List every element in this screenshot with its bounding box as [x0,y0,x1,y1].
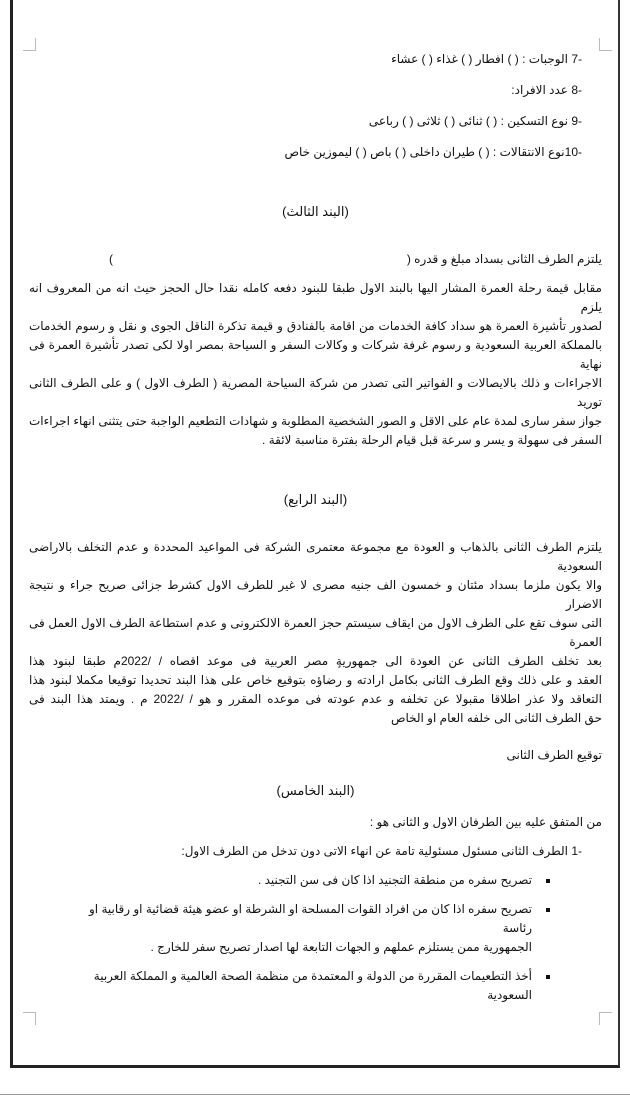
bullet-item: تصريح سفره من منطقة التجنيد اذا كان فى سن التجنيد . [257,873,532,887]
margin-corner-mark [23,38,36,51]
section4-line: يلتزم الطرف الثانى بالذهاب و العودة مع مجموعة معتمرى الشركة فى المواعيد المحددة و عدم التخلف بالاراضى السعودية [29,540,602,573]
margin-corner-mark [599,38,612,51]
section5-intro: من المتفق عليه بين الطرفان الاول و الثانى هو : [369,815,602,829]
amount-close: ) [109,252,113,266]
section3-line: جواز سفر سارى لمدة عام على الاقل و الصور الشخصية المطلوبة و شهادات التطعيم الواجبة حتى يتثنى انهاء اجراءات [29,414,602,428]
section4-line: والا يكون ملزما بسداد مئتان و خمسون الف جنيه مصرى لا غير للطرف الاول كشرط جزائى صريح جراء و نتيجة الاضرار [29,578,602,611]
item-accommodation: -9 نوع التسكين : ( ) ثنائى ( ) ثلاثى ( ) رباعى [368,114,582,128]
section4-line: بعد تخلف الطرف الثانى عن العودة الى جمهوري̧ة مصر العربية فى موعد اقصاه / /2022م طبقا لبنود هذا [29,654,602,668]
bullet-marker [546,975,550,979]
bullet-item-cont: الجمهورية ممن يستلزم عملهم و الجهات التابعة لها اصدار تصريح سفر للخارج . [150,940,532,954]
section3-line: الاجراءات و ذلك بالايصالات و الفواتير التى تصدر من شركة السياحة المصرية ( الطرف الاول ) و على الطرف الثانى توريد [29,376,602,409]
section3-line: مقابل قيمة رحلة العمرة المشار اليها بالبند الاول طبقا للبنود دفعه كامله نقدا حال الحجز حيث انه من المعروف انه يلزم [29,281,602,314]
item-persons: -8 عدد الافراد: [511,83,582,97]
bullet-item: أخذ التطعيمات المقررة من الدولة و المعتمدة من منظمة الصحة العالمية و المملكة العربية السعودية [93,969,532,1002]
item-meals: -7 الوجبات : ( ) افطار ( ) غذاء ( ) عشاء [391,52,582,66]
bullet-marker [546,908,550,912]
section4-heading: (البند الرابع) [283,492,348,507]
section5-item1: -1 الطرف الثانى مسئول مسئولية تامة عن انهاء الاتى دون تدخل من الطرف الاول: [181,844,582,858]
margin-corner-mark [599,1012,612,1025]
document-page [10,0,620,1068]
bullet-item: تصريح سفره اذا كان من افراد القوات المسلحة او الشرطة او عضو هيئة قضائية او رقابية او رئاسة [89,902,532,935]
section5-heading: (البند الخامس) [276,783,355,798]
margin-corner-mark [23,1012,36,1025]
bullet-marker [546,879,550,883]
section3-line: السفر فى سهولة و يسر و سرعة قبل قيام الرحلة بفترة مناسبة لائقة . [262,433,602,447]
item-transport: -10نوع الانتقالات : ( ) طيران داخلى ( ) باص ( ) ليموزين خاص [284,145,582,159]
signature-label: توقيع الطرف الثانى [506,748,602,762]
section4-line: حق الطرف الثانى الى خلفه العام او الخاص [390,711,602,725]
section3-line: لصدور تأشيرة العمرة هو سداد كافة الخدمات من اقامة بالفنادق و قيمة تذكرة الناقل الجوى و نقل و رسوم الخدمات [29,319,602,333]
section3-heading: (البند الثالث) [282,204,349,219]
section4-line: العقد و على ذلك وقع الطرف الثانى بكامل ارادته و رضاؤه بتوقيع خاص على هذا البند تحديدا توقيعا مكملا لبنود هذا [29,673,602,687]
amount-line: يلتزم الطرف الثانى بسداد مبلغ و قدره ( [406,252,602,266]
section4-line: التى سوف تقع على الطرف الاول من ايقاف سيستم حجز العمرة الالكترونى و عدم استطاعة الطرف الاول العمل فى العمرة [29,616,602,649]
section4-line: التعاقد ولا عذر اطلاقا مقبولا عن تخلفه و عدم عودته فى موعده المقرر و هو / /2022 م . ويمتد هذا البند فى [29,692,602,706]
section3-line: بالمملكة العربية السعودية و رسوم غرفة شركات و وكالات السفر و السياحة بمصر اولا لكى تصدر تأشيرة العمرة فى نهاية [29,338,602,371]
